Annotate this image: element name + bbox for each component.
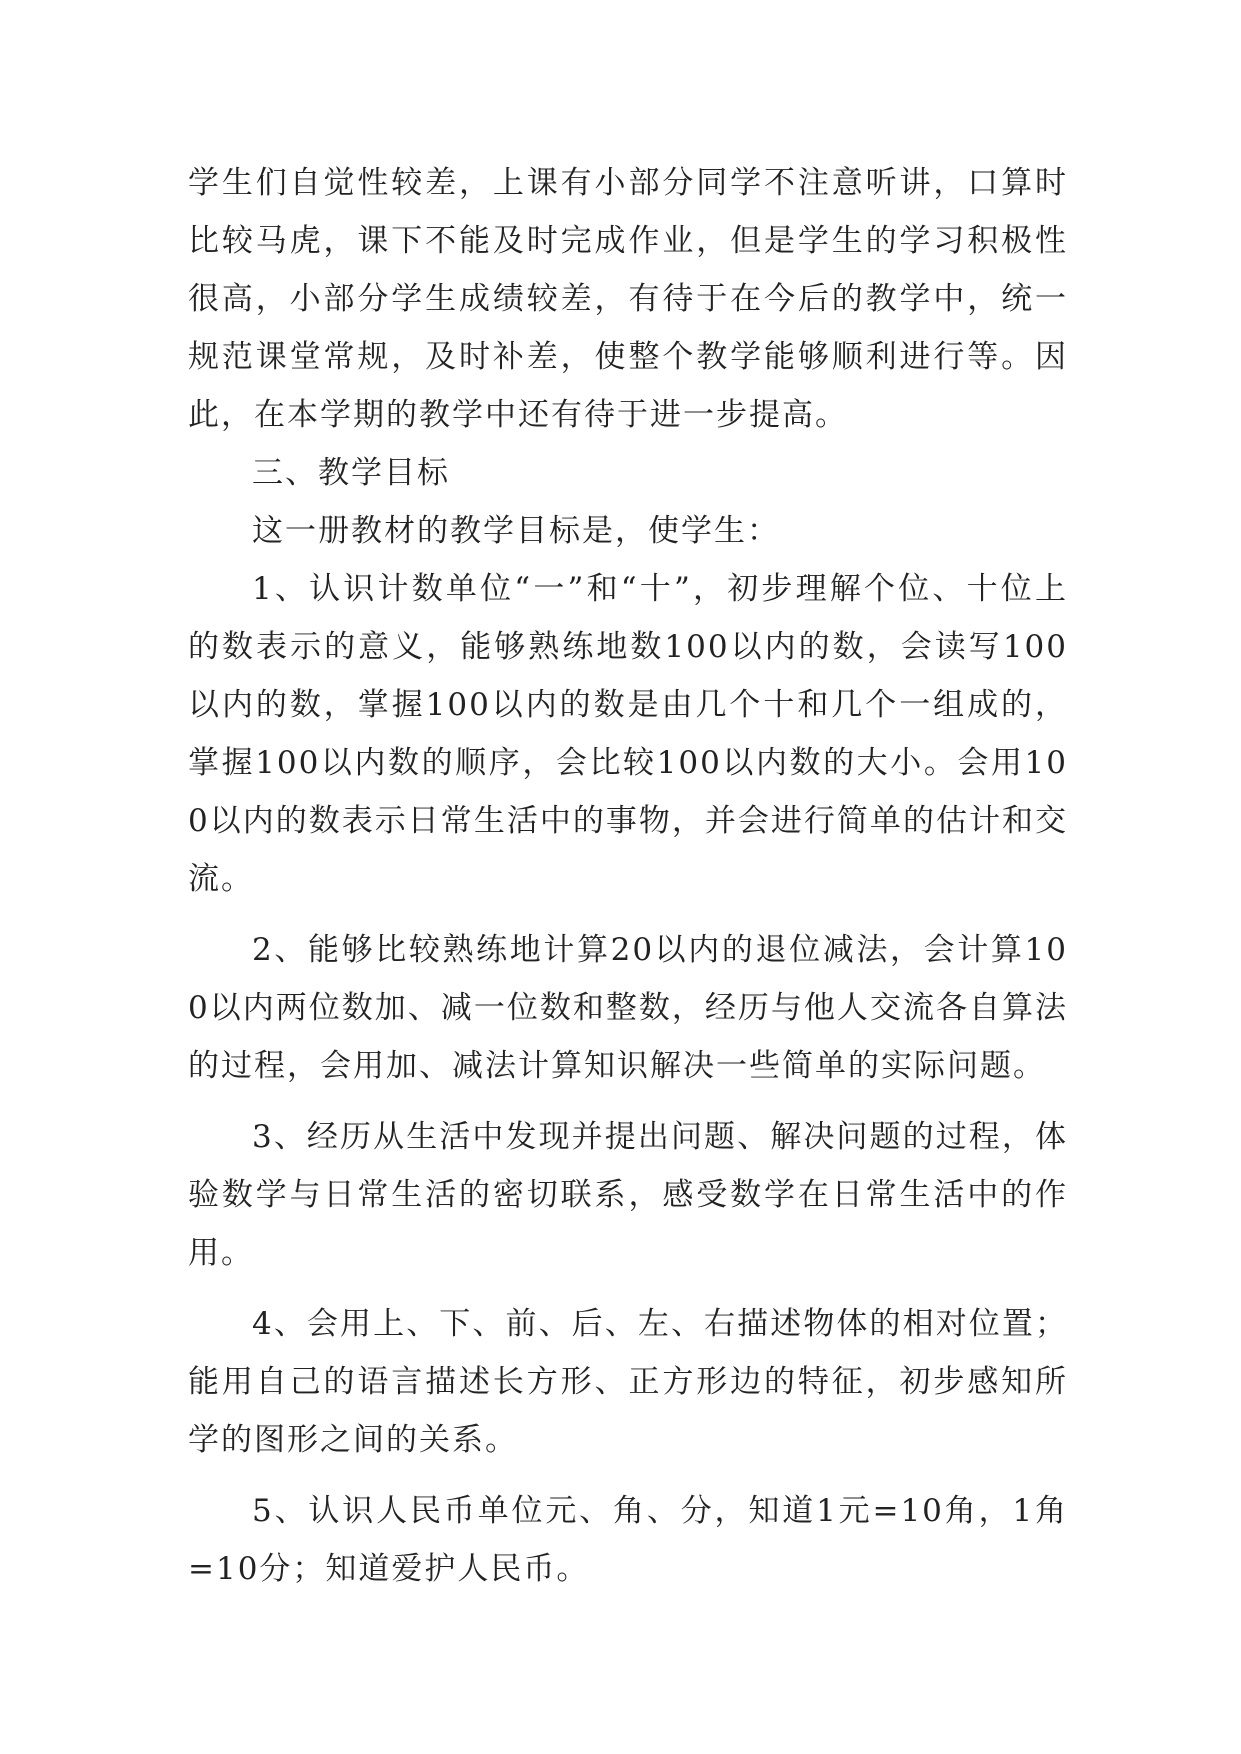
paragraph-goal-2: 2、能够比较熟练地计算20以内的退位减法，会计算100以内两位数加、减一位数和整数，经历与他人交流各自算法的过程，会用加、减法计算知识解决一些简单的实际问题。 (188, 932, 1068, 1084)
paragraph-goal-4: 4、会用上、下、前、后、左、右描述物体的相对位置；能用自己的语言描述长方形、正方形边的特征，初步感知所学的图形之间的关系。 (188, 1306, 1068, 1458)
paragraph-goal-5: 5、认识人民币单位元、角、分，知道1元=10角，1角=10分；知道爱护人民币。 (188, 1493, 1068, 1587)
paragraph-goals-intro: 这一册教材的教学目标是，使学生： (252, 513, 780, 549)
section-heading-teaching-goals: 三、教学目标 (252, 455, 450, 491)
paragraph-goal-3: 3、经历从生活中发现并提出问题、解决问题的过程，体验数学与日常生活的密切联系，感受数学在日常生活中的作用。 (188, 1119, 1068, 1271)
paragraph-goal-1: 1、认识计数单位“一”和“十”，初步理解个位、十位上的数表示的意义，能够熟练地数100以内的数，会读写100以内的数，掌握100以内的数是由几个十和几个一组成的，掌握100以内数的顺序，会比较100以内数的大小。会用100以内的数表示日常生活中的事物，并会进行简单的估计和交流。 (188, 571, 1068, 897)
document-body (188, 154, 1068, 1598)
paragraph-student-situation: 学生们自觉性较差，上课有小部分同学不注意听讲，口算时比较马虎，课下不能及时完成作业，但是学生的学习积极性很高，小部分学生成绩较差，有待于在今后的教学中，统一规范课堂常规，及时补差，使整个教学能够顺利进行等。因此，在本学期的教学中还有待于进一步提高。 (188, 165, 1068, 433)
